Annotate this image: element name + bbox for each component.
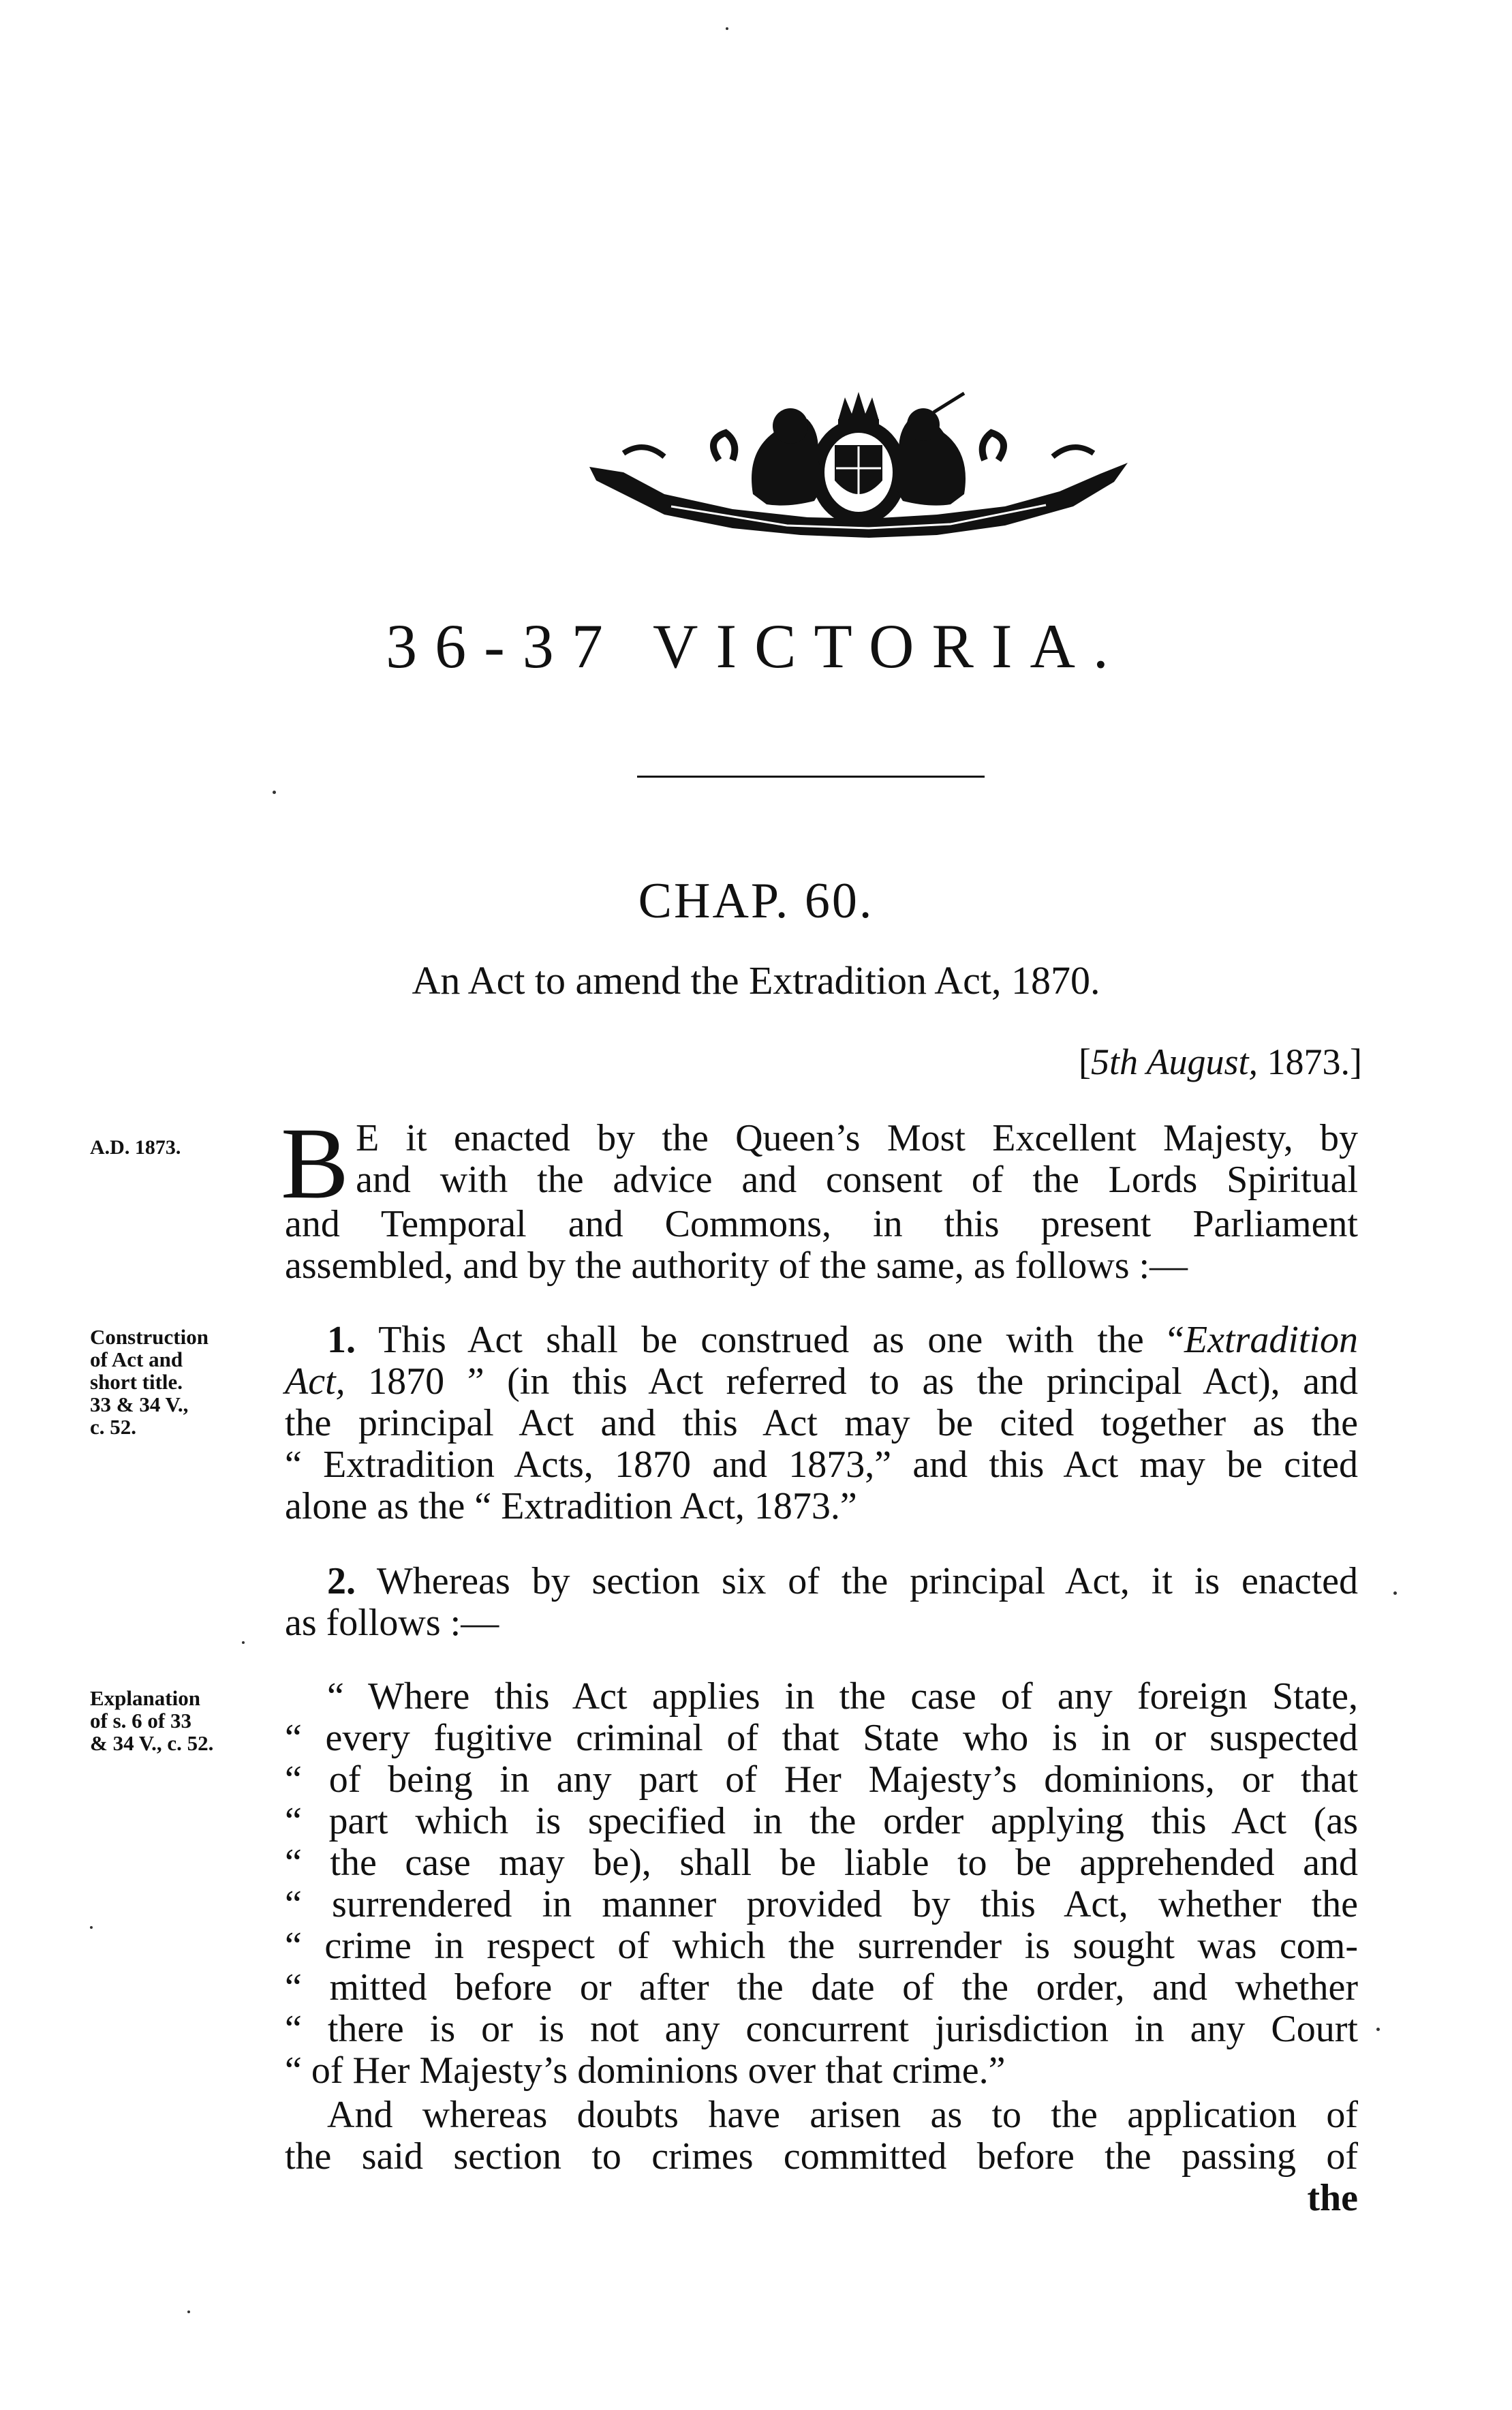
continuation-line: And whereas doubts have arisen as to the application of <box>327 2094 1358 2136</box>
enacting-line: and Temporal and Commons, in this present Parliament <box>285 1203 1358 1245</box>
scan-speck <box>726 27 728 30</box>
quotation-line: “ mitted before or after the date of the order, and whether <box>285 1966 1358 2009</box>
scan-speck <box>273 791 276 794</box>
date-italic: 5th August, <box>1090 1041 1259 1082</box>
chapter-number: CHAP. 60. <box>638 873 874 929</box>
scan-speck <box>1393 1591 1397 1595</box>
quotation-line: “ of Her Majesty’s dominions over that crime.” <box>285 2049 1006 2092</box>
enacting-clause <box>281 1107 1358 1287</box>
quotation-line: “ surrendered in manner provided by this Act, whether the <box>285 1883 1358 1925</box>
quoted-section-6 <box>285 1676 1358 2092</box>
section-1-line: 1. This Act shall be construed as one with the “Extradition <box>327 1319 1358 1361</box>
scan-speck <box>187 2310 190 2313</box>
date-close: 1873.] <box>1258 1041 1362 1082</box>
drop-cap: B <box>281 1107 350 1220</box>
divider-rule <box>637 776 985 778</box>
enacting-line: and with the advice and consent of the Lords Spiritual <box>356 1159 1358 1201</box>
scan-speck <box>1376 2028 1380 2031</box>
quotation-line: “ of being in any part of Her Majesty’s dominions, or that <box>285 1758 1358 1801</box>
quotation-line: “ there is or is not any concurrent jurisdiction in any Court <box>285 2008 1358 2050</box>
section-2-line: as follows :— <box>285 1602 499 1644</box>
section-2-number: 2. <box>327 1560 356 1602</box>
section-1-line: the principal Act and this Act may be cited together as the <box>285 1402 1358 1444</box>
assent-date <box>1079 1041 1362 1083</box>
quotation-line: “ Where this Act applies in the case of any foreign State, <box>327 1675 1358 1718</box>
regnal-year: 36-37 VICTORIA. <box>386 611 1126 681</box>
royal-coat-of-arms-icon <box>583 392 1135 549</box>
catchword: the <box>1307 2177 1358 2219</box>
enacting-line: E it enacted by the Queen’s Most Excellent Majesty, by <box>356 1117 1358 1159</box>
continuation <box>285 2094 1358 2219</box>
act-title: An Act to amend the Extradition Act, 1870. <box>412 958 1100 1003</box>
section-1-line: “ Extradition Acts, 1870 and 1873,” and this Act may be cited <box>285 1444 1358 1486</box>
quotation-line: “ crime in respect of which the surrender is sought was com- <box>285 1925 1358 1967</box>
scan-speck <box>242 1641 245 1644</box>
margin-note-ad: A.D. 1873. <box>90 1136 181 1159</box>
section-1-line: Act, 1870 ” (in this Act referred to as the principal Act), and <box>285 1360 1358 1403</box>
margin-note-explanation: Explanation of s. 6 of 33 & 34 V., c. 52. <box>90 1686 214 1755</box>
quotation-line: “ part which is specified in the order applying this Act (as <box>285 1800 1358 1842</box>
margin-note-construction: Construction of Act and short title. 33 & 34 V., c. 52. <box>90 1325 209 1439</box>
continuation-line: the said section to crimes committed before the passing of <box>285 2135 1358 2178</box>
section-1 <box>285 1320 1358 1527</box>
section-2 <box>285 1561 1358 1644</box>
enacting-line: assembled, and by the authority of the same, as follows :— <box>285 1245 1188 1287</box>
section-1-line: alone as the “ Extradition Act, 1873.” <box>285 1485 857 1527</box>
date-open: [ <box>1079 1041 1091 1082</box>
quotation-line: “ the case may be), shall be liable to be apprehended and <box>285 1842 1358 1884</box>
section-1-number: 1. <box>327 1319 356 1361</box>
scan-speck <box>90 1926 93 1929</box>
section-2-line: 2. Whereas by section six of the principal Act, it is enacted <box>327 1560 1358 1602</box>
quotation-line: “ every fugitive criminal of that State who is in or suspected <box>285 1717 1358 1759</box>
